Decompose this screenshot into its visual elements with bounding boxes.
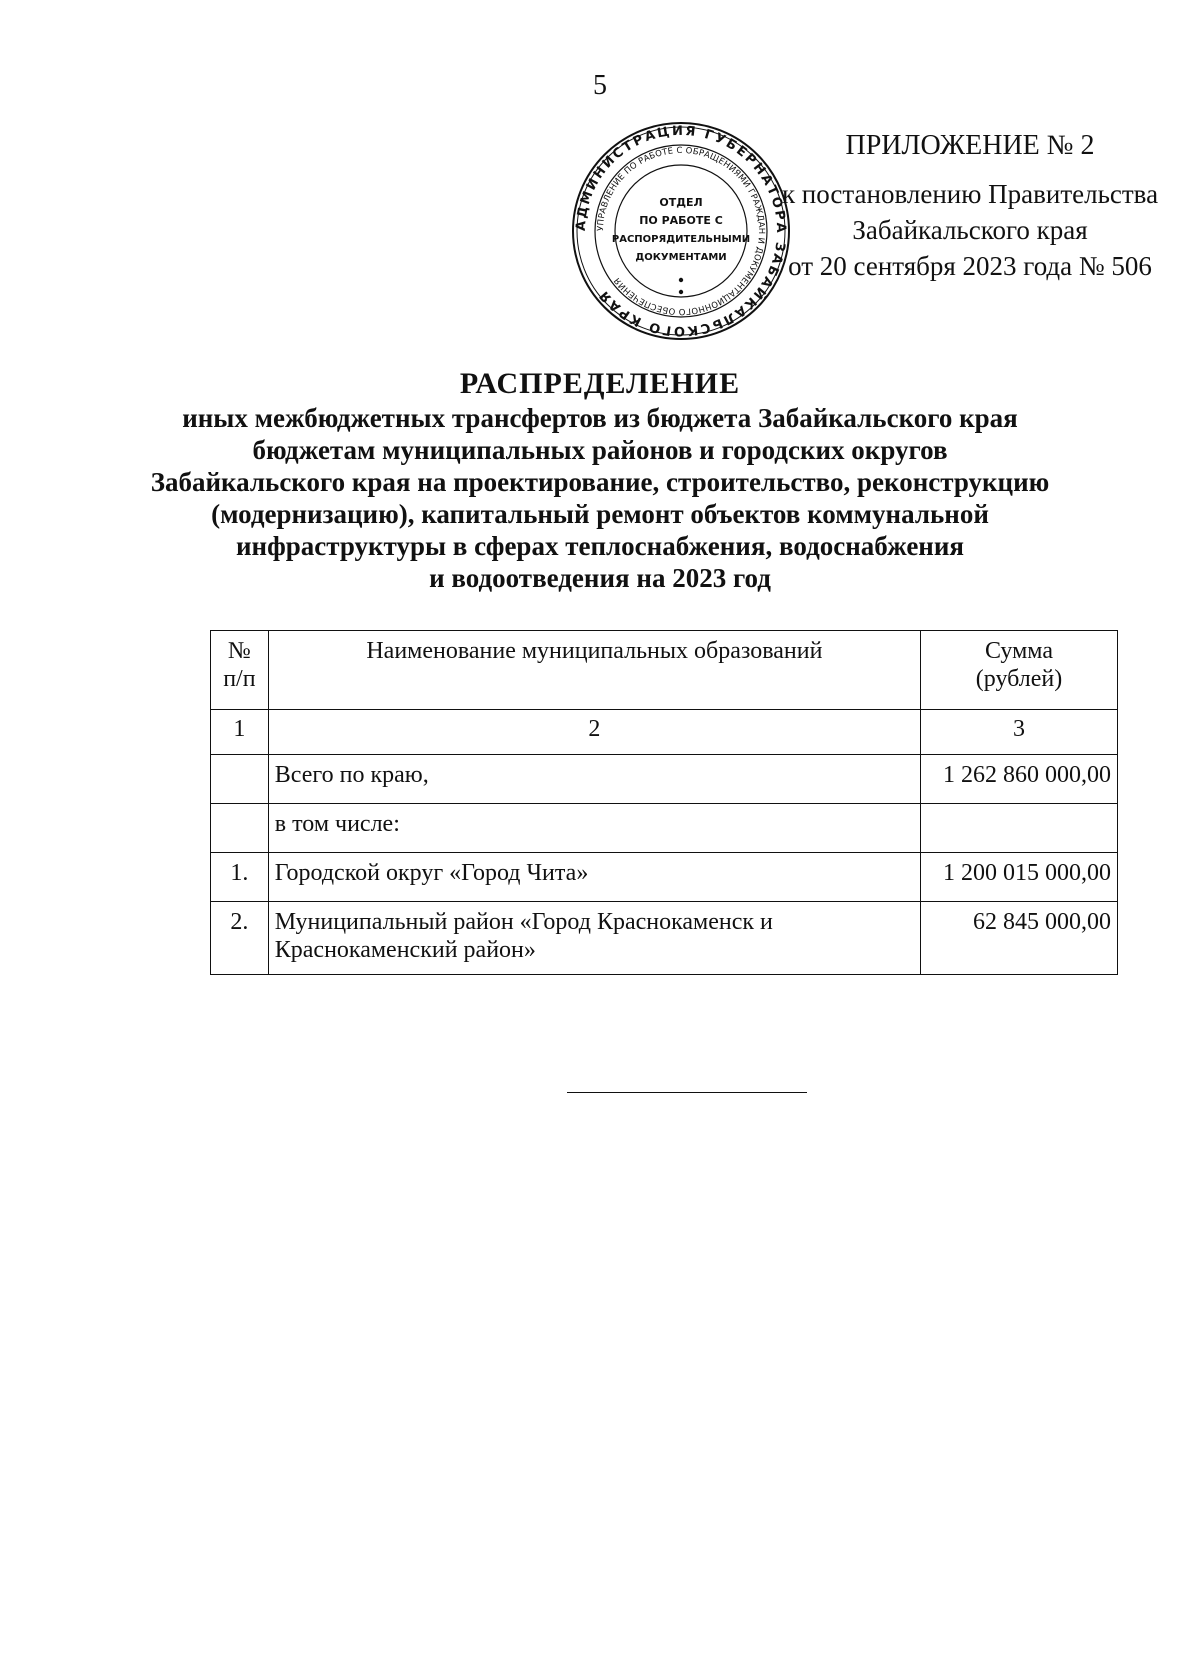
header-number-label: № (227, 638, 251, 664)
row-sum (921, 804, 1118, 853)
heading-line: инфраструктуры в сферах теплоснабжения, водоснабжения (235, 531, 965, 561)
stamp-center-line: ДОКУМЕНТАМИ (635, 252, 727, 263)
stamp-inner-ring-text: УПРАВЛЕНИЕ ПО РАБОТЕ С ОБРАЩЕНИЯМИ ГРАЖДАН И ДОКУМЕНТАЦИОННОГО ОБЕСПЕЧЕНИЯ (595, 145, 767, 317)
document-heading (150, 368, 1050, 594)
heading-line: бюджетам муниципальных районов и городских округов (252, 435, 948, 465)
header-sum-cell (921, 631, 1118, 710)
row-sum: 62 845 000,00 (921, 902, 1118, 975)
row-number (211, 804, 269, 853)
header-number-sublabel: п/п (223, 666, 256, 692)
column-number: 3 (921, 710, 1118, 755)
row-name: в том числе: (268, 804, 920, 853)
heading-line: Забайкальского края на проектирование, строительство, реконструкцию (150, 467, 1050, 497)
appendix-line: к постановлению Правительства (781, 179, 1159, 209)
row-number: 2. (211, 902, 269, 975)
row-number (211, 755, 269, 804)
row-sum: 1 200 015 000,00 (921, 853, 1118, 902)
header-sum-unit: (рублей) (975, 666, 1063, 692)
row-name: Всего по краю, (268, 755, 920, 804)
heading-title: РАСПРЕДЕЛЕНИЕ (459, 367, 741, 400)
row-number: 1. (211, 853, 269, 902)
table-row (211, 853, 1118, 902)
table-header-row (211, 631, 1118, 710)
distribution-table (210, 630, 1118, 975)
stamp-center-line: РАСПОРЯДИТЕЛЬНЫМИ (611, 234, 751, 245)
official-stamp (570, 120, 792, 342)
heading-line: и водоотведения на 2023 год (429, 563, 771, 593)
table-row (211, 902, 1118, 975)
header-number-cell (211, 631, 269, 710)
heading-line: (модернизацию), капитальный ремонт объектов коммунальной (211, 499, 989, 529)
table-row (211, 755, 1118, 804)
header-sum-label: Сумма (985, 638, 1053, 664)
page-number: 5 (593, 70, 607, 101)
stamp-center-line: ПО РАБОТЕ С (639, 214, 723, 227)
row-name: Городской округ «Город Чита» (268, 853, 920, 902)
heading-line: иных межбюджетных трансфертов из бюджета Забайкальского края (182, 403, 1018, 433)
row-name: Муниципальный район «Город Краснокаменск и Краснокаменский район» (268, 902, 920, 975)
header-name-cell: Наименование муниципальных образований (268, 631, 920, 710)
stamp-center-line: ОТДЕЛ (659, 196, 703, 209)
table-row (211, 804, 1118, 853)
appendix-line: от 20 сентября 2023 года № 506 (788, 251, 1152, 281)
column-number: 1 (211, 710, 269, 755)
closing-rule (567, 1092, 807, 1093)
appendix-title: ПРИЛОЖЕНИЕ № 2 (845, 130, 1095, 161)
row-sum: 1 262 860 000,00 (921, 755, 1118, 804)
appendix-block (780, 128, 1160, 284)
column-number: 2 (268, 710, 920, 755)
svg-text:АДМИНИСТРАЦИЯ ГУБЕРНАТОРА ЗАБА (574, 124, 788, 338)
column-number-row (211, 710, 1118, 755)
appendix-line: Забайкальского края (852, 215, 1088, 245)
stamp-ring-text: АДМИНИСТРАЦИЯ ГУБЕРНАТОРА ЗАБАЙКАЛЬСКОГО КРАЯ (573, 123, 789, 339)
